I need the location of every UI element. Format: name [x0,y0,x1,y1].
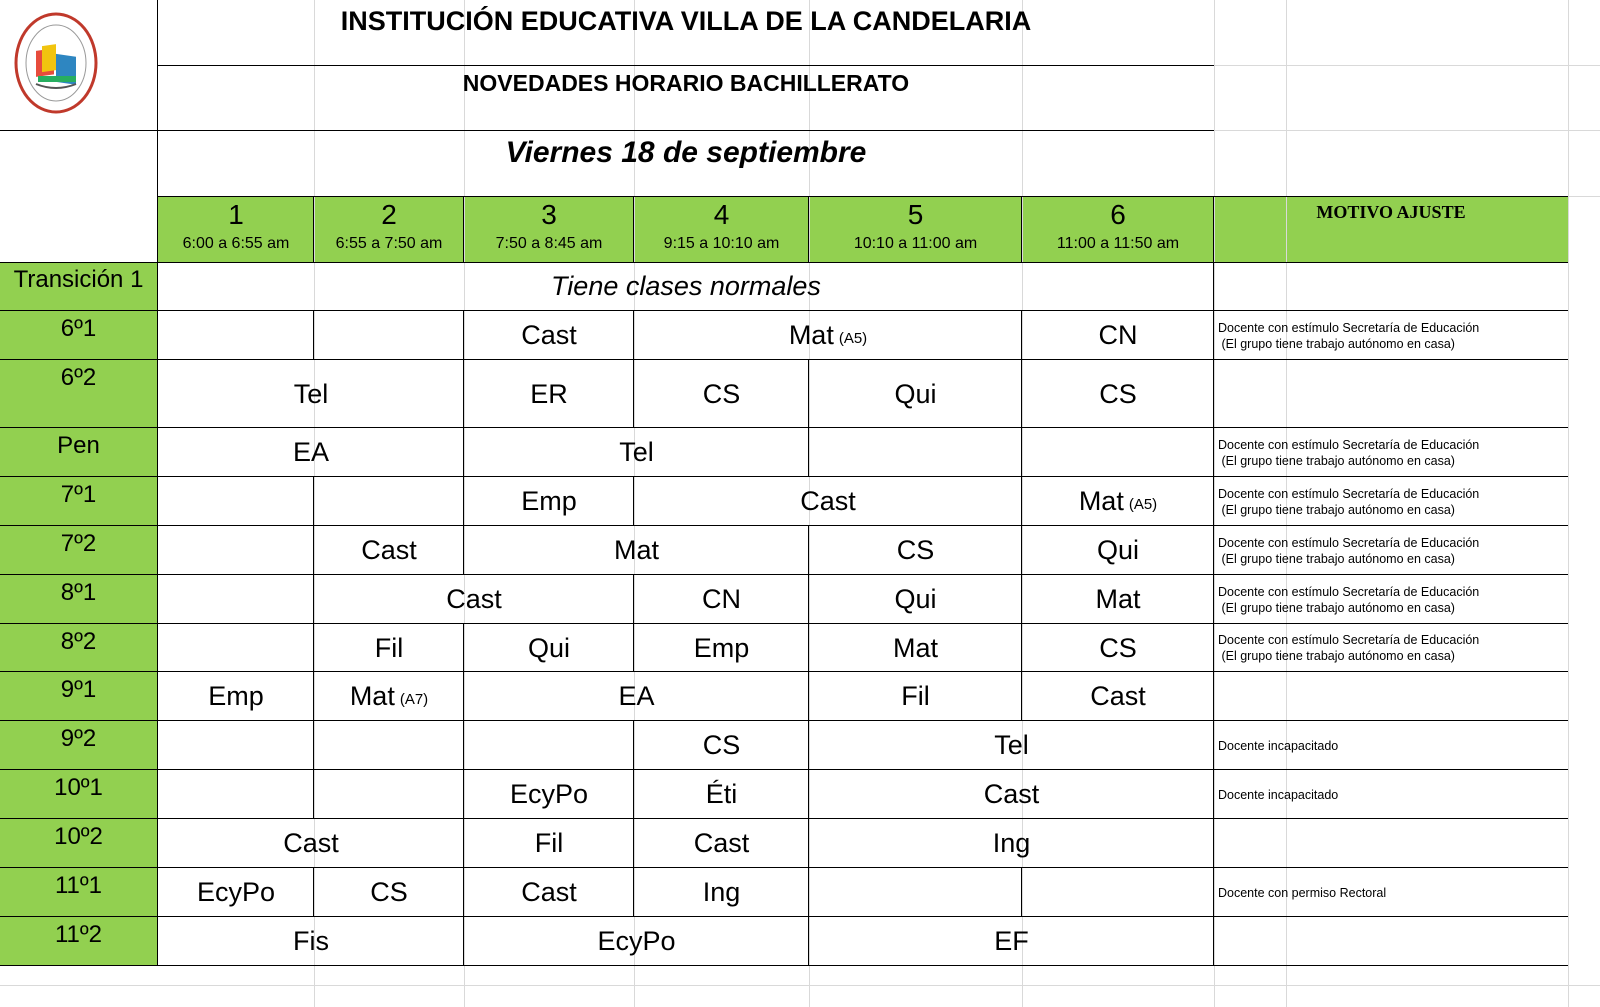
schedule-cell: Emp [693,632,750,663]
schedule-cell: Qui [527,632,571,663]
motivo-note [1214,917,1568,966]
group-label: 8º2 [60,628,97,655]
schedule-cell [314,477,464,526]
schedule-cell [158,624,314,672]
schedule-cell: CS [896,535,935,565]
motivo-note: Docente con estímulo Secretaría de Educación (El grupo tiene trabajo autónomo en casa) [1218,584,1480,615]
motivo-note: Docente incapacitado [1218,787,1339,802]
schedule-cell: Tel [619,437,654,467]
period-time: 9:15 a 10:10 am [663,235,780,252]
period-number: 6 [1110,199,1126,230]
group-label: Transición 1 [13,266,144,293]
schedule-cell: Cast [800,486,856,516]
schedule-cell: Cast [446,584,502,614]
schedule-cell: Mat (A5) [788,320,868,350]
group-label: 6º2 [60,364,97,391]
group-label: 10º2 [54,823,103,850]
motivo-note [1214,819,1568,868]
schedule-cell: Ing [702,877,741,907]
period-number: 1 [228,199,244,230]
group-label: Pen [57,432,100,459]
schedule-cell: CN [1098,320,1138,350]
schedule-cell: Qui [894,378,937,409]
grid-line [1214,130,1600,131]
schedule-cell: CS [370,877,408,907]
motivo-note: Docente con estímulo Secretaría de Educación (El grupo tiene trabajo autónomo en casa) [1218,535,1480,566]
page-subtitle: NOVEDADES HORARIO BACHILLERATO [462,69,910,96]
motivo-note: Docente con permiso Rectoral [1218,885,1387,900]
period-number: 4 [713,199,730,230]
schedule-cell [158,311,314,360]
schedule-cell: CS [702,730,741,760]
schedule-cell: Mat [892,632,938,663]
motivo-note: Docente con estímulo Secretaría de Educación (El grupo tiene trabajo autónomo en casa) [1218,486,1480,517]
schedule-cell: Cast [361,535,417,565]
schedule-cell: Cast [283,828,339,858]
schedule-cell: Tiene clases normales [551,271,821,301]
schedule-cell [464,721,634,770]
date-title: Viernes 18 de septiembre [505,136,867,169]
schedule-cell [158,575,314,624]
group-label: 8º1 [60,579,97,606]
group-label: 9º1 [60,676,97,703]
schedule-cell: EcyPo [597,926,676,956]
grid-line [0,985,1600,986]
schedule-cell: Mat [1095,584,1141,614]
group-label: 11º2 [54,921,103,948]
schedule-cell: Mat (A7) [349,681,429,711]
schedule-cell [314,770,464,819]
schedule-cell: Cast [1090,681,1146,711]
school-title: INSTITUCIÓN EDUCATIVA VILLA DE LA CANDELARIA [340,5,1032,36]
group-label: 9º2 [60,725,97,752]
schedule-cell: EF [994,926,1029,956]
schedule-cell: Fil [374,632,404,663]
schedule-cell [314,721,464,770]
schedule-cell: EcyPo [509,779,589,809]
schedule-cell: Cast [521,320,577,350]
schedule-cell: Tel [293,378,329,409]
schedule-cell: Mat (A5) [1078,486,1158,516]
schedule-cell: Fil [901,681,930,711]
period-time: 10:10 a 11:00 am [853,235,978,252]
schedule-cell [158,721,314,770]
schedule-cell [809,868,1022,917]
grid-line [1214,65,1600,66]
schedule-cell: Qui [894,584,937,614]
motivo-note: Docente con estímulo Secretaría de Educación (El grupo tiene trabajo autónomo en casa) [1218,320,1480,351]
schedule-cell [314,311,464,360]
group-label: 10º1 [54,774,103,801]
schedule-cell: Emp [521,486,577,516]
schedule-cell [158,770,314,819]
period-time: 6:55 a 7:50 am [335,235,443,252]
motivo-note: Docente con estímulo Secretaría de Educación (El grupo tiene trabajo autónomo en casa) [1218,633,1480,663]
schedule-cell: Mat [613,535,659,565]
schedule-cell: Éti [705,779,738,809]
school-logo [14,12,98,114]
group-label: 11º1 [54,872,103,899]
schedule-cell: CS [702,378,741,409]
group-label: 7º1 [60,481,97,508]
schedule-cell: EA [292,437,330,467]
schedule-cell [1022,868,1214,917]
schedule-cell: ER [530,378,568,409]
schedule-cell: Fis [293,926,329,956]
schedule-cell: Fil [534,828,564,858]
schedule-cell [809,428,1022,477]
group-label: 6º1 [60,315,97,342]
schedule-cell: EcyPo [196,877,276,907]
schedule-cell [158,526,314,575]
schedule-cell: Qui [1096,535,1140,565]
schedule-cell: EA [618,681,655,711]
schedule-cell: CS [1099,632,1137,663]
schedule-cell: CS [1099,378,1137,409]
schedule-cell: Cast [521,877,577,907]
group-label: 7º2 [60,530,97,557]
schedule-cell: Cast [983,779,1040,809]
period-number: 3 [541,199,557,230]
period-time: 11:00 a 11:50 am [1056,235,1180,252]
motivo-note [1214,360,1568,428]
schedule-cell: Tel [994,730,1029,760]
period-time: 7:50 a 8:45 am [495,235,603,252]
schedule-cell: Emp [208,681,264,711]
schedule-cell: Cast [693,828,750,858]
grid-line [1568,0,1569,1007]
motivo-note: Docente con estímulo Secretaría de Educación (El grupo tiene trabajo autónomo en casa) [1218,437,1480,468]
schedule-cell: CN [702,584,741,614]
motivo-note [1214,262,1568,311]
schedule-cell: Ing [992,828,1031,858]
period-number: 2 [381,199,397,230]
schedule-cell [1022,428,1214,477]
period-number: 5 [907,199,924,230]
motivo-note [1214,672,1568,721]
motivo-header: MOTIVO AJUSTE [1316,202,1466,222]
schedule-cell [158,477,314,526]
period-time: 6:00 a 6:55 am [182,235,290,252]
motivo-note: Docente incapacitado [1218,738,1339,753]
